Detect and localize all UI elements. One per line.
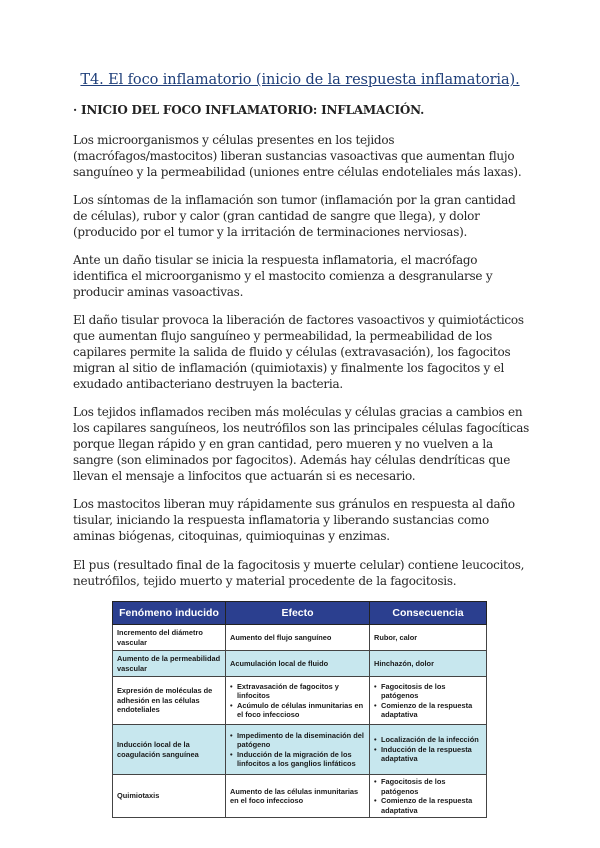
cell-effect: Aumento de las células inmunitarias en el foco infeccioso — [226, 775, 370, 818]
consequence-item: • Localización de la infección — [374, 735, 482, 745]
cell-consequence — [370, 677, 487, 725]
paragraph: Los síntomas de la inflamación son tumor (inflamación por la gran cantidad de células), rubor y calor (gran cantidad de sangre que llega), y dolor (producido por el tumor y la irritación de terminaciones nerviosas). — [73, 193, 516, 239]
consequence-item: • Comienzo de la respuesta adaptativa — [374, 701, 482, 720]
consequence-item: • Fagocitosis de los patógenos — [374, 682, 482, 701]
document-title: T4. El foco inflamatorio (inicio de la respuesta inflamatoria). — [80, 72, 520, 88]
table-row — [113, 677, 487, 725]
consequence-list — [374, 777, 482, 815]
cell-phenomenon: Quimiotaxis — [113, 775, 226, 818]
cell-effect: Aumento del flujo sanguíneo — [226, 625, 370, 651]
section-heading: · INICIO DEL FOCO INFLAMATORIO: INFLAMACIÓN. — [73, 103, 425, 117]
cell-phenomenon: Aumento de la permeabilidad vascular — [113, 651, 226, 677]
consequence-item: • Comienzo de la respuesta adaptativa — [374, 796, 482, 815]
cell-phenomenon: Expresión de moléculas de adhesión en las células endoteliales — [113, 677, 226, 725]
effect-list — [230, 682, 365, 720]
effect-list — [230, 731, 365, 769]
table-header-row — [113, 602, 487, 625]
consequence-list — [374, 735, 482, 764]
cell-consequence — [370, 775, 487, 818]
consequence-item: • Inducción de la respuesta adaptativa — [374, 745, 482, 764]
cell-phenomenon: Incremento del diámetro vascular — [113, 625, 226, 651]
paragraph: El daño tisular provoca la liberación de factores vasoactivos y quimiotácticos que aumentan flujo sanguíneo y permeabilidad, la permeabilidad de los capilares permite la salida de fluido y células (extravasación), los fagocitos migran al sitio de inflamación (quimiotaxis) y finalmente los fagocitos y el exudado antibacteriano destruyen la bacteria. — [73, 313, 524, 391]
effect-item: • Inducción de la migración de los linfocitos a los ganglios linfáticos — [230, 750, 365, 769]
cell-effect — [226, 677, 370, 725]
effect-item: • Impedimento de la diseminación del patógeno — [230, 731, 365, 750]
table-row — [113, 625, 487, 651]
table-row — [113, 651, 487, 677]
cell-phenomenon: Inducción local de la coagulación sanguínea — [113, 725, 226, 775]
cell-consequence: Rubor, calor — [370, 625, 487, 651]
header-phenomenon: Fenómeno inducido — [113, 602, 226, 625]
cell-consequence — [370, 725, 487, 775]
header-consequence: Consecuencia — [370, 602, 487, 625]
paragraph: Los mastocitos liberan muy rápidamente sus gránulos en respuesta al daño tisular, iniciando la respuesta inflamatoria y liberando sustancias como aminas biógenas, citoquinas, quimioquinas y enzimas. — [73, 497, 515, 543]
header-effect: Efecto — [226, 602, 370, 625]
cell-consequence: Hinchazón, dolor — [370, 651, 487, 677]
table-row — [113, 725, 487, 775]
paragraph: Ante un daño tisular se inicia la respuesta inflamatoria, el macrófago identifica el microorganismo y el mastocito comienza a desgranularse y producir aminas vasoactivas. — [73, 253, 493, 299]
paragraph: Los tejidos inflamados reciben más moléculas y células gracias a cambios en los capilares sanguíneos, los neutrófilos son las principales células fagocíticas porque llegan rápido y en gran cantidad, pero mueren y no vuelven a la sangre (son eliminados por fagocitos). Además hay células dendríticas que llevan el mensaje a linfocitos que actuarán si es necesario. — [73, 405, 530, 483]
paragraph: El pus (resultado final de la fagocitosis y muerte celular) contiene leucocitos, neutrófilos, tejido muerto y material procedente de la fagocitosis. — [73, 558, 525, 588]
cell-effect: Acumulación local de fluido — [226, 651, 370, 677]
cell-effect — [226, 725, 370, 775]
consequence-list — [374, 682, 482, 720]
paragraph: Los microorganismos y células presentes en los tejidos (macrófagos/mastocitos) liberan sustancias vasoactivas que aumentan flujo sanguíneo y la permeabilidad (uniones entre células endoteliales más laxas). — [73, 133, 522, 179]
effect-item: • Extravasación de fagocitos y linfocitos — [230, 682, 365, 701]
inflammation-table — [112, 601, 487, 818]
effect-item: • Acúmulo de células inmunitarias en el foco infeccioso — [230, 701, 365, 720]
consequence-item: • Fagocitosis de los patógenos — [374, 777, 482, 796]
table-row — [113, 775, 487, 818]
